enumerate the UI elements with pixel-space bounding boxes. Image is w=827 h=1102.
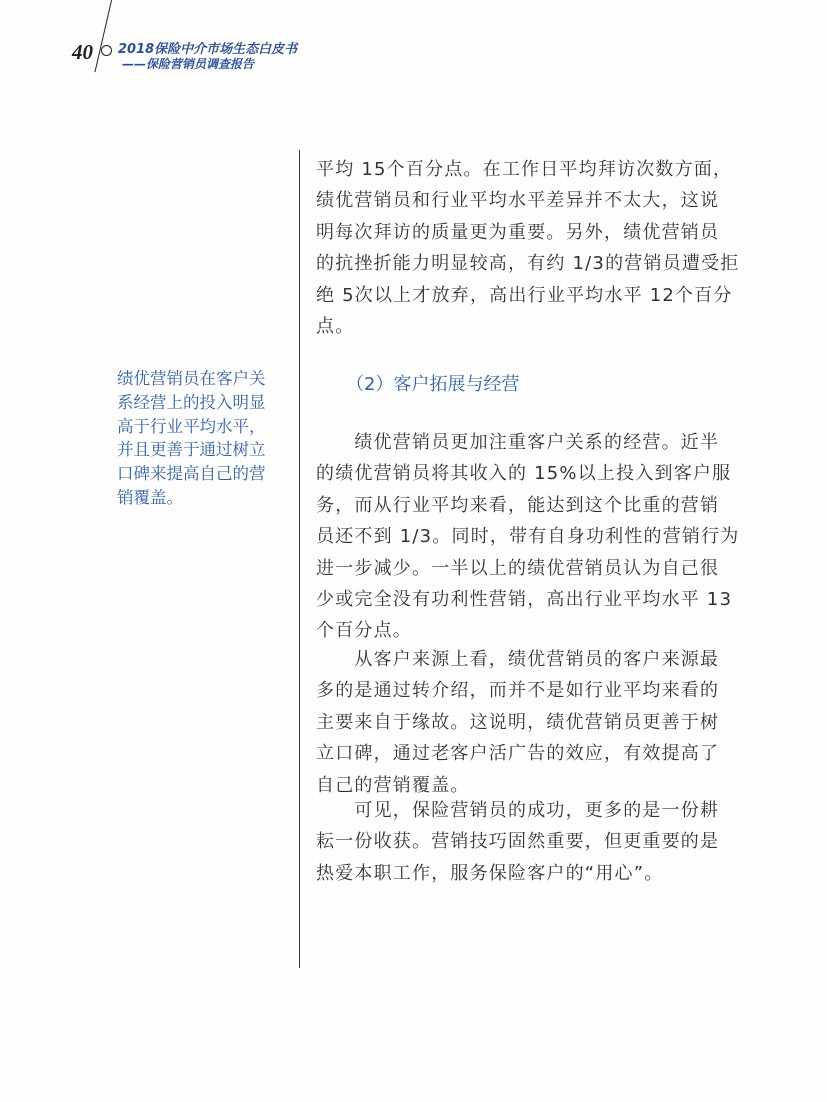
- body-line: 绝 5次以上才放弃，高出行业平均水平 12个百分: [316, 284, 733, 306]
- body-line: 耘一份收获。营销技巧固然重要，但更重要的是: [316, 831, 720, 853]
- body-line: 绩优营销员更加注重客户关系的经营。近半: [316, 432, 720, 453]
- body-line: 多的是通过转介绍，而并不是如行业平均来看的: [316, 680, 720, 702]
- callout-line: 并且更善于通过树立: [117, 440, 266, 460]
- section-heading: （2）客户拓展与经营: [346, 374, 520, 395]
- body-line: 个百分点。: [316, 620, 412, 642]
- callout-line: 绩优营销员在客户关: [117, 369, 266, 388]
- body-line: 明每次拜访的质量更为重要。另外，绩优营销员: [316, 221, 720, 243]
- running-title: 2018保险中介市场生态白皮书: [118, 42, 298, 57]
- callout-line: 高于行业平均水平，: [117, 416, 266, 436]
- body-line: 可见，保险营销员的成功，更多的是一份耕: [316, 800, 720, 821]
- body-line: 点。: [316, 316, 355, 337]
- running-subtitle: ——保险营销员调查报告: [122, 57, 255, 71]
- body-line: 立口碑，通过老客户活广告的效应，有效提高了: [316, 743, 720, 765]
- page-number: 40: [72, 40, 93, 64]
- body-line: 的绩优营销员将其收入的 15%以上投入到客户服: [316, 463, 732, 485]
- callout-line: 销覆盖。: [117, 487, 183, 507]
- callout-line: 口碑来提高自己的营: [117, 464, 266, 484]
- column-divider: [299, 150, 300, 968]
- callout-line: 系经营上的投入明显: [117, 392, 266, 412]
- body-line: 平均 15个百分点。在工作日平均拜访次数方面，: [316, 159, 733, 180]
- body-line: 自己的营销覆盖。: [316, 774, 470, 796]
- body-line: 从客户来源上看，绩优营销员的客户来源最: [316, 649, 720, 670]
- sidebar-callout: [117, 367, 289, 510]
- body-line: 主要来自于缘故。这说明，绩优营销员更善于树: [316, 711, 720, 733]
- header-divider: [94, 0, 113, 72]
- body-line: 的抗挫折能力明显较高，有约 1/3的营销员遭受拒: [316, 253, 740, 275]
- body-line: 热爱本职工作，服务保险客户的“用心”。: [316, 862, 664, 884]
- body-line: 务，而从行业平均来看，能达到这个比重的营销: [316, 494, 720, 516]
- body-line: 绩优营销员和行业平均水平差异并不太大，这说: [316, 190, 720, 212]
- body-line: 进一步减少。一半以上的绩优营销员认为自己很: [316, 557, 720, 579]
- body-line: 少或完全没有功利性营销，高出行业平均水平 13: [316, 589, 733, 610]
- header-circle-ornament: [101, 45, 112, 56]
- body-line: 员还不到 1/3。同时，带有自身功利性的营销行为: [316, 526, 740, 548]
